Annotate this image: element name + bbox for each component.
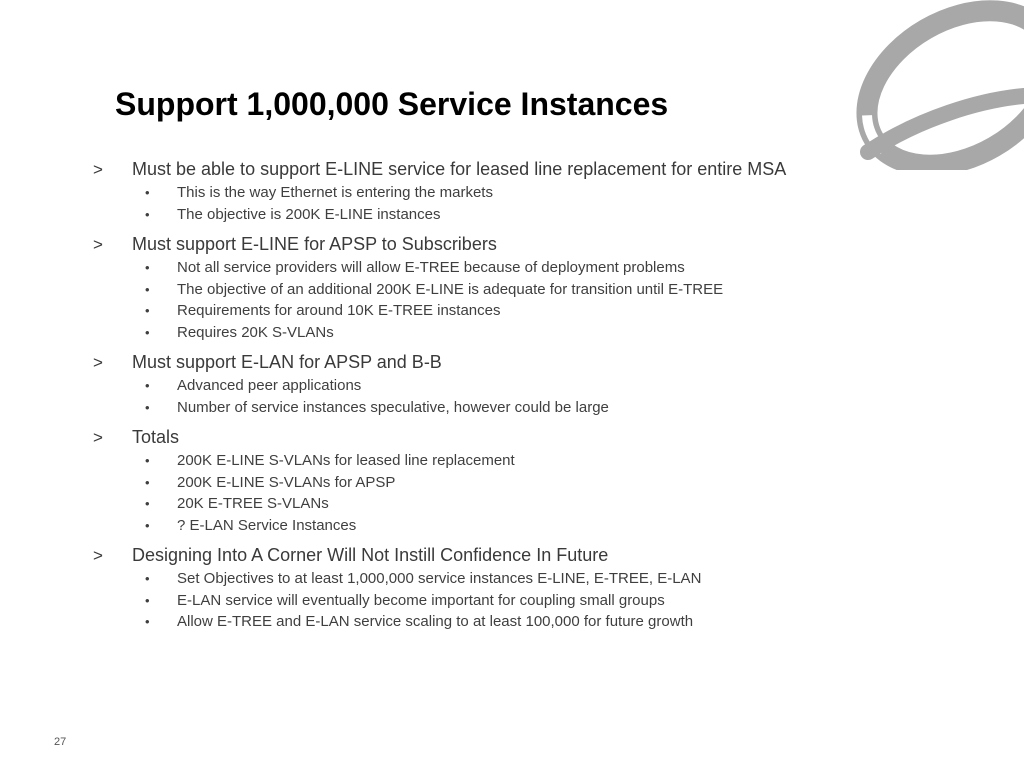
section-heading bbox=[93, 157, 893, 182]
section-text: Must support E-LAN for APSP and B-B bbox=[132, 352, 442, 372]
sub-bullet-item bbox=[93, 257, 893, 279]
section-item bbox=[93, 157, 893, 225]
section-heading bbox=[93, 425, 893, 450]
section-item bbox=[93, 350, 893, 418]
arrow-marker-icon: > bbox=[93, 428, 103, 447]
section-heading bbox=[93, 543, 893, 568]
bullet-dot-icon: • bbox=[145, 206, 150, 222]
sub-bullet-list bbox=[93, 450, 893, 536]
bullet-dot-icon: • bbox=[145, 496, 150, 511]
bullet-dot-icon: • bbox=[145, 399, 150, 415]
bullet-dot-icon: • bbox=[145, 614, 150, 629]
sub-bullet-text: Requirements for around 10K E-TREE instances bbox=[177, 302, 501, 319]
sub-bullet-list bbox=[93, 182, 893, 225]
page-number: 27 bbox=[54, 736, 67, 748]
sub-bullet-text: The objective is 200K E-LINE instances bbox=[177, 205, 441, 223]
slide-title: Support 1,000,000 Service Instances bbox=[115, 86, 669, 122]
section-item bbox=[93, 543, 893, 633]
globe-logo-icon bbox=[840, 0, 1024, 170]
sub-bullet-item bbox=[93, 375, 893, 397]
sub-bullet-item bbox=[93, 279, 893, 301]
sub-bullet-text: This is the way Ethernet is entering the markets bbox=[177, 184, 493, 201]
sub-bullet-text: Advanced peer applications bbox=[177, 377, 362, 394]
sub-bullet-text: 200K E-LINE S-VLANs for APSP bbox=[177, 473, 396, 491]
section-heading bbox=[93, 350, 893, 375]
bullet-dot-icon: • bbox=[145, 303, 150, 318]
sub-bullet-text: Not all service providers will allow E-TREE because of deployment problems bbox=[177, 259, 685, 276]
sub-bullet-item bbox=[93, 493, 893, 515]
sub-bullet-item bbox=[93, 397, 893, 419]
bullet-dot-icon: • bbox=[145, 517, 150, 533]
section-text: Designing Into A Corner Will Not Instill Confidence In Future bbox=[132, 545, 609, 565]
bullet-dot-icon: • bbox=[145, 592, 150, 608]
sub-bullet-item bbox=[93, 515, 893, 537]
sub-bullet-item bbox=[93, 472, 893, 494]
sub-bullet-item bbox=[93, 450, 893, 472]
arrow-marker-icon: > bbox=[93, 353, 103, 372]
sub-bullet-text: The objective of an additional 200K E-LINE is adequate for transition until E-TREE bbox=[177, 280, 724, 298]
sub-bullet-item bbox=[93, 611, 893, 633]
sub-bullet-text: Number of service instances speculative, however could be large bbox=[177, 398, 609, 416]
section-text: Must support E-LINE for APSP to Subscribers bbox=[132, 234, 497, 254]
section-text: Totals bbox=[132, 427, 180, 447]
sub-bullet-list bbox=[93, 375, 893, 418]
bullet-dot-icon: • bbox=[145, 185, 150, 200]
sub-bullet-item bbox=[93, 568, 893, 590]
bullet-dot-icon: • bbox=[145, 281, 150, 297]
section-item bbox=[93, 425, 893, 536]
sub-bullet-item bbox=[93, 322, 893, 344]
section-text: Must be able to support E-LINE service for leased line replacement for entire MSA bbox=[132, 159, 787, 179]
sub-bullet-text: 200K E-LINE S-VLANs for leased line replacement bbox=[177, 452, 515, 469]
sub-bullet-text: E-LAN service will eventually become important for coupling small groups bbox=[177, 591, 665, 609]
sub-bullet-text: ? E-LAN Service Instances bbox=[177, 516, 357, 534]
arrow-marker-icon: > bbox=[93, 546, 103, 565]
bullet-dot-icon: • bbox=[145, 571, 150, 586]
sub-bullet-text: Set Objectives to at least 1,000,000 service instances E-LINE, E-TREE, E-LAN bbox=[177, 570, 702, 587]
sub-bullet-text: Requires 20K S-VLANs bbox=[177, 323, 334, 341]
sub-bullet-list bbox=[93, 257, 893, 343]
arrow-marker-icon: > bbox=[93, 235, 103, 254]
bullet-dot-icon: • bbox=[145, 453, 150, 468]
section-heading bbox=[93, 232, 893, 257]
arrow-marker-icon: > bbox=[93, 160, 103, 179]
sub-bullet-item bbox=[93, 590, 893, 612]
bullet-dot-icon: • bbox=[145, 324, 150, 340]
bullet-dot-icon: • bbox=[145, 378, 150, 393]
sub-bullet-text: Allow E-TREE and E-LAN service scaling to at least 100,000 for future growth bbox=[177, 613, 694, 630]
bullet-dot-icon: • bbox=[145, 260, 150, 275]
sub-bullet-text: 20K E-TREE S-VLANs bbox=[177, 495, 329, 512]
sub-bullet-item bbox=[93, 204, 893, 226]
sub-bullet-item bbox=[93, 182, 893, 204]
sub-bullet-list bbox=[93, 568, 893, 633]
bullet-list bbox=[93, 157, 893, 640]
sub-bullet-item bbox=[93, 300, 893, 322]
section-item bbox=[93, 232, 893, 343]
bullet-dot-icon: • bbox=[145, 474, 150, 490]
